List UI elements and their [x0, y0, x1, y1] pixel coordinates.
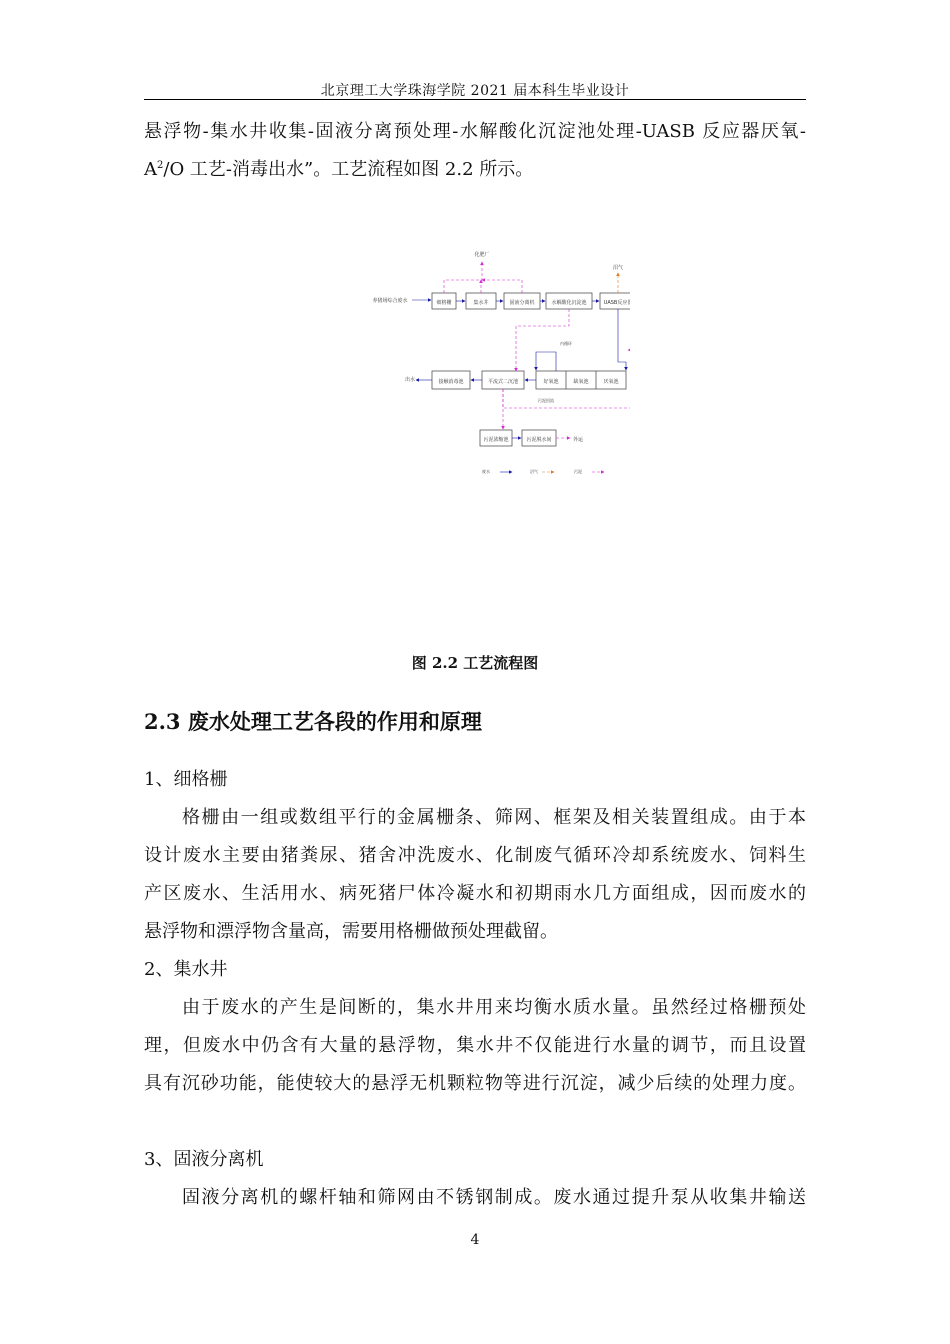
intro-rest: /O 工艺-消毒出水”。工艺流程如图 2.2 所示。 — [163, 159, 534, 180]
effluent-label: 出水 — [404, 377, 416, 383]
anaerobic-label: 厌氧池 — [603, 379, 619, 385]
page-number: 4 — [470, 1232, 480, 1248]
dewatering-label: 污泥脱水间 — [526, 437, 552, 443]
intro-a: A — [144, 159, 157, 180]
item-2-para-line-3: 具有沉砂功能，能使较大的悬浮无机颗粒物等进行沉淀，减少后续的处理力度。 — [144, 1073, 806, 1094]
legend-gas-label: 沼气 — [530, 469, 538, 474]
item-1-para-line-1: 格栅由一组或数组平行的金属栅条、筛网、框架及相关装置组成。由于本 — [182, 807, 806, 828]
uasb-label: UASB反应器 — [603, 300, 630, 306]
top-out-label: 化肥厂 — [474, 252, 490, 258]
aerobic-label: 好氧池 — [543, 379, 559, 385]
legend-sludge-label: 污泥 — [574, 469, 582, 474]
disinfection-label: 接触消毒池 — [438, 379, 464, 385]
item-1-title: 1、细格栅 — [144, 769, 228, 790]
item-3-title: 3、固液分离机 — [144, 1149, 264, 1170]
item-3-para-line-1: 固液分离机的螺杆轴和筛网由不锈钢制成。废水通过提升泵从收集井输送 — [182, 1187, 806, 1208]
item-2-title: 2、集水井 — [144, 959, 228, 980]
sludge-return-label: 污泥回流 — [538, 398, 554, 403]
anoxic-label: 缺氧池 — [573, 379, 589, 385]
item-1-para-line-3: 产区废水、生活用水、病死猪尸体冷凝水和初期雨水几方面组成，因而废水的 — [144, 883, 806, 904]
thickener-label: 污泥浓缩池 — [483, 437, 509, 443]
well-label: 集水井 — [473, 300, 489, 306]
item-1-para-line-2: 设计废水主要由猪粪尿、猪舍冲洗废水、化制废气循环冷却系统废水、饲料生 — [144, 845, 806, 866]
item-2-para-line-1: 由于废水的产生是间断的，集水井用来均衡水质水量。虽然经过格栅预处 — [182, 997, 806, 1018]
legend-water-label: 废水 — [482, 469, 490, 474]
section-title: 2.3 废水处理工艺各段的作用和原理 — [144, 709, 482, 734]
separator-label: 固液分离机 — [509, 300, 535, 306]
intro-line-1: 悬浮物-集水井收集-固液分离预处理-水解酸化沉淀池处理-UASB 反应器厌氧- — [144, 121, 806, 142]
nitrate-return-label: 内循环 — [560, 341, 572, 346]
running-header: 北京理工大学珠海学院 2021 届本科生毕业设计 — [320, 83, 630, 99]
item-1-para-line-4: 悬浮物和漂浮物含量高，需要用格栅做预处理截留。 — [144, 921, 558, 942]
header-rule — [144, 99, 806, 100]
hydrolysis-label: 水解酸化沉淀池 — [551, 300, 587, 306]
clarifier-label: 平流式二沉池 — [487, 379, 519, 385]
influent-label: 养猪场综合废水 — [372, 298, 408, 304]
biogas-label: 沼气 — [612, 265, 624, 271]
intro-line-2 — [144, 158, 806, 182]
process-flow-diagram — [360, 240, 630, 490]
item-2-para-line-2: 理，但废水中仍含有大量的悬浮物，集水井不仅能进行水量的调节，而且设置 — [144, 1035, 806, 1056]
grid-label: 细格栅 — [436, 300, 452, 306]
figure-caption: 图 2.2 工艺流程图 — [411, 654, 539, 672]
outside-label: 外运 — [572, 437, 584, 443]
intro-superscript: 2 — [157, 160, 164, 171]
